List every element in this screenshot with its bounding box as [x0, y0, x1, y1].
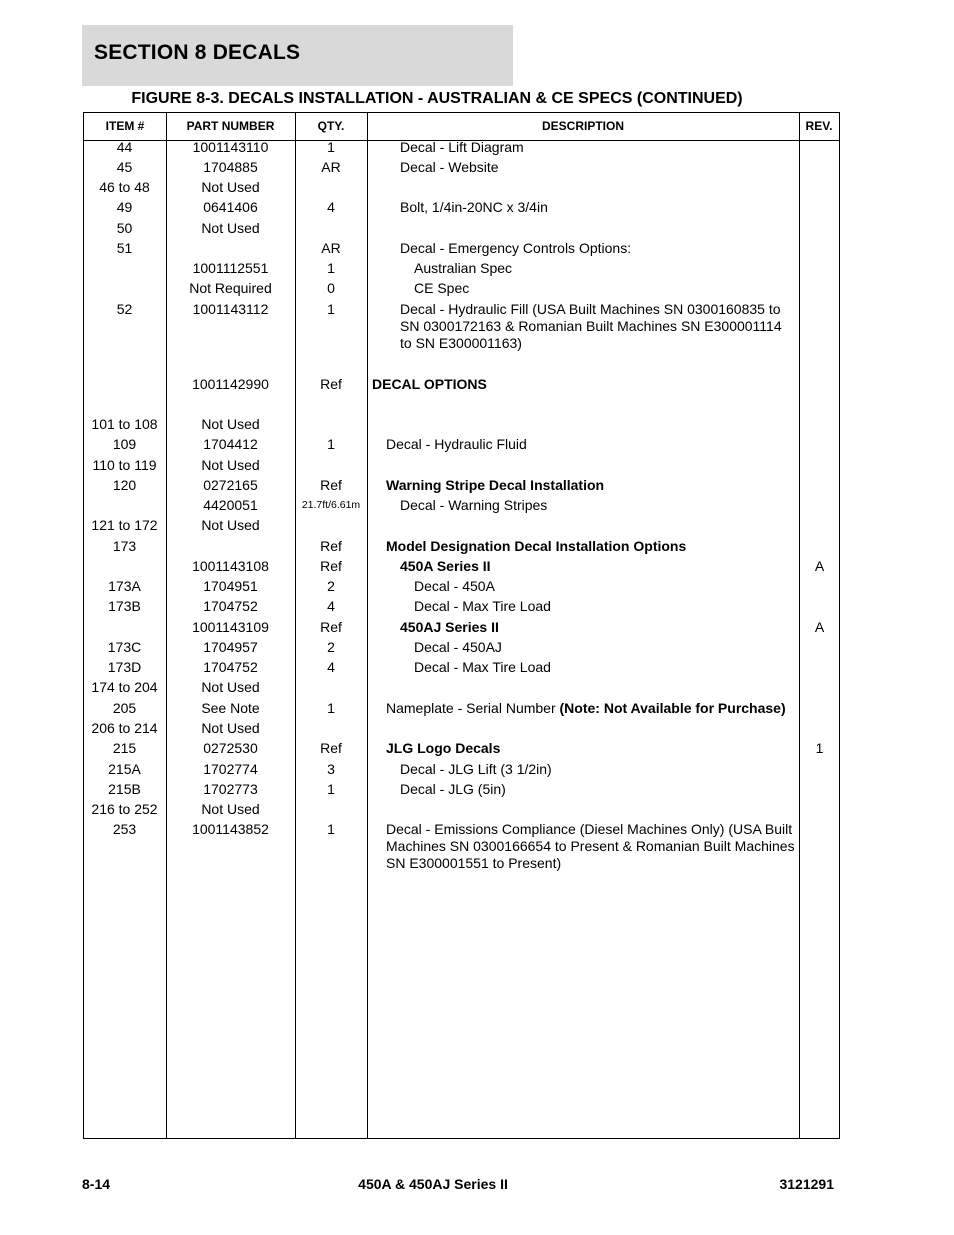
- part-number-cell: 0641406: [203, 199, 258, 215]
- header-description: DESCRIPTION: [541, 119, 624, 133]
- description-cell: [367, 761, 799, 778]
- description-text: Decal - Hydraulic Fill (USA Built Machines SN 0300160835 to SN 0300172163 & Romanian Built Machines SN E300001114 to SN E300001163): [400, 301, 782, 351]
- description-cell: [367, 260, 799, 277]
- item-number-cell: 173D: [107, 659, 142, 675]
- item-number-cell: 110 to 119: [92, 457, 157, 473]
- description-text: Nameplate - Serial Number: [386, 700, 560, 716]
- description-text: Decal - JLG Lift (3 1/2in): [400, 761, 552, 777]
- qty-cell: 1: [327, 301, 335, 317]
- part-number-cell: 1001143109: [192, 619, 269, 635]
- item-number-cell: 52: [116, 301, 133, 317]
- qty-cell: Ref: [320, 477, 342, 493]
- item-number-cell: 173: [112, 538, 137, 554]
- part-number-cell: Not Used: [201, 801, 260, 817]
- description-cell: [367, 558, 799, 575]
- item-number-cell: 121 to 172: [91, 517, 158, 533]
- description-cell: [367, 280, 799, 297]
- qty-cell: 3: [327, 761, 335, 777]
- qty-cell: 1: [327, 260, 335, 276]
- qty-cell: 1: [327, 436, 335, 452]
- description-cell: [367, 740, 799, 757]
- description-text: Decal - Lift Diagram: [400, 139, 524, 155]
- qty-cell: 2: [327, 639, 335, 655]
- description-text: Warning Stripe Decal Installation: [386, 477, 605, 493]
- description-text: Decal - Website: [400, 159, 499, 175]
- item-number-cell: 173B: [108, 598, 141, 614]
- item-number-cell: 109: [112, 436, 137, 452]
- description-cell: [367, 159, 799, 176]
- part-number-cell: 0272530: [203, 740, 258, 756]
- qty-cell: 1: [327, 781, 335, 797]
- item-number-cell: 50: [116, 220, 133, 236]
- description-cell: [367, 578, 799, 595]
- description-text: 450AJ Series II: [400, 619, 499, 635]
- description-cell: [367, 436, 799, 453]
- qty-cell: Ref: [320, 558, 342, 574]
- description-text: 450A Series II: [400, 558, 491, 574]
- description-cell: [367, 598, 799, 615]
- item-number-cell: 206 to 214: [91, 720, 158, 736]
- description-cell: [367, 821, 799, 872]
- description-cell: [367, 538, 799, 555]
- part-number-cell: 1001143108: [192, 558, 269, 574]
- part-number-cell: See Note: [201, 700, 260, 716]
- part-number-cell: 1704752: [203, 659, 258, 675]
- description-cell: [367, 240, 799, 257]
- item-number-cell: 120: [112, 477, 137, 493]
- part-number-cell: 1704752: [203, 598, 258, 614]
- header-qty: QTY.: [317, 119, 345, 133]
- item-number-cell: 205: [112, 700, 137, 716]
- rev-cell: 1: [815, 740, 824, 756]
- description-text: DECAL OPTIONS: [372, 376, 487, 392]
- qty-cell: AR: [321, 159, 341, 175]
- description-cell: [367, 477, 799, 494]
- figure-title: FIGURE 8-3. DECALS INSTALLATION - AUSTRALIAN & CE SPECS (CONTINUED): [131, 90, 743, 107]
- qty-cell: 0: [327, 280, 335, 296]
- qty-cell: 4: [327, 659, 335, 675]
- description-text: JLG Logo Decals: [386, 740, 501, 756]
- item-number-cell: 174 to 204: [91, 679, 158, 695]
- page-number: 8-14: [82, 1176, 111, 1192]
- item-number-cell: 173C: [107, 639, 142, 655]
- header-part-number: PART NUMBER: [186, 119, 275, 133]
- description-text: Decal - Warning Stripes: [400, 497, 548, 513]
- part-number-cell: 1704951: [203, 578, 258, 594]
- description-text: Decal - 450A: [414, 578, 495, 594]
- part-number-cell: Not Used: [201, 517, 260, 533]
- item-number-cell: 44: [116, 139, 133, 155]
- qty-cell: 1: [327, 700, 335, 716]
- description-text: Decal - Emissions Compliance (Diesel Machines Only) (USA Built Machines SN 0300166654 to Present & Romanian Built Machines SN E300001551 to Present): [386, 821, 795, 871]
- description-cell: [367, 139, 799, 156]
- qty-cell: 4: [327, 199, 335, 215]
- part-number-cell: 1702774: [203, 761, 258, 777]
- item-number-cell: 101 to 108: [91, 416, 158, 432]
- description-cell: [367, 781, 799, 798]
- description-cell: [367, 301, 799, 352]
- part-number-cell: 1001143112: [192, 301, 269, 317]
- description-cell: [367, 376, 799, 393]
- item-number-cell: 45: [116, 159, 133, 175]
- qty-cell: AR: [321, 240, 341, 256]
- part-number-cell: 1704957: [203, 639, 258, 655]
- description-cell: [367, 497, 799, 514]
- item-number-cell: 215B: [108, 781, 141, 797]
- part-number-cell: 1704885: [203, 159, 258, 175]
- part-number-cell: Not Required: [189, 280, 272, 296]
- part-number-cell: Not Used: [201, 457, 260, 473]
- part-number-cell: 1001143852: [192, 821, 269, 837]
- part-number-cell: Not Used: [201, 679, 260, 695]
- qty-cell: Ref: [320, 740, 342, 756]
- header-rev: REV.: [805, 119, 833, 133]
- item-number-cell: 51: [116, 240, 133, 256]
- header-item: ITEM #: [105, 119, 145, 133]
- description-text: Decal - Max Tire Load: [414, 659, 551, 675]
- description-cell: [367, 199, 799, 216]
- description-text: CE Spec: [414, 280, 470, 296]
- item-number-cell: 215A: [108, 761, 141, 777]
- part-number-cell: 1704412: [203, 436, 258, 452]
- qty-cell: Ref: [320, 376, 342, 392]
- description-text: Decal - Emergency Controls Options:: [400, 240, 632, 256]
- section-title: SECTION 8 DECALS: [94, 41, 301, 64]
- part-number-cell: Not Used: [201, 220, 260, 236]
- item-number-cell: 46 to 48: [99, 179, 150, 195]
- model-name: 450A & 450AJ Series II: [358, 1176, 508, 1192]
- description-note: (Note: Not Available for Purchase): [559, 700, 786, 716]
- item-number-cell: 173A: [108, 578, 141, 594]
- rev-cell: A: [814, 558, 825, 574]
- description-text: Australian Spec: [414, 260, 513, 276]
- part-number-cell: Not Used: [201, 720, 260, 736]
- part-number-cell: 1001142990: [192, 376, 269, 392]
- qty-cell: 21.7ft/6.61m: [301, 499, 361, 511]
- part-number-cell: 0272165: [203, 477, 258, 493]
- rev-cell: A: [814, 619, 825, 635]
- item-number-cell: 253: [112, 821, 137, 837]
- description-text: Model Designation Decal Installation Options: [386, 538, 687, 554]
- qty-cell: Ref: [320, 538, 342, 554]
- description-text: Decal - Max Tire Load: [414, 598, 551, 614]
- description-text: Decal - 450AJ: [414, 639, 502, 655]
- description-cell: [367, 659, 799, 676]
- part-number-cell: Not Used: [201, 179, 260, 195]
- description-text: Decal - JLG (5in): [400, 781, 506, 797]
- item-number-cell: 215: [112, 740, 137, 756]
- qty-cell: 1: [327, 139, 335, 155]
- document-number: 3121291: [779, 1176, 834, 1192]
- part-number-cell: 1702773: [203, 781, 258, 797]
- part-number-cell: 4420051: [203, 497, 258, 513]
- description-cell: [367, 700, 799, 717]
- qty-cell: 2: [327, 578, 335, 594]
- part-number-cell: 1001143110: [192, 139, 269, 155]
- qty-cell: Ref: [320, 619, 342, 635]
- qty-cell: 4: [327, 598, 335, 614]
- item-number-cell: 216 to 252: [91, 801, 158, 817]
- part-number-cell: Not Used: [201, 416, 260, 432]
- description-text: Bolt, 1/4in-20NC x 3/4in: [400, 199, 548, 215]
- description-cell: [367, 639, 799, 656]
- part-number-cell: 1001112551: [192, 260, 269, 276]
- qty-cell: 1: [327, 821, 335, 837]
- item-number-cell: 49: [116, 199, 133, 215]
- description-cell: [367, 619, 799, 636]
- description-text: Decal - Hydraulic Fluid: [386, 436, 527, 452]
